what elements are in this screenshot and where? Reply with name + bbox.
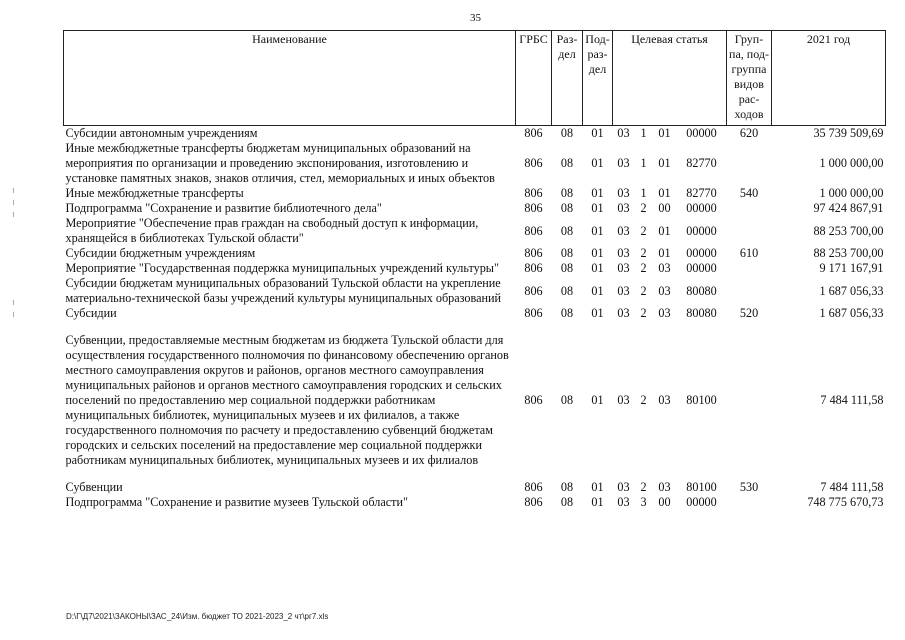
cell-sum: 88 253 700,00 [813,246,884,260]
cell-grbs: 806 [524,126,543,140]
cell-name: Субвенции [65,480,123,494]
cell-name: Подпрограмма "Сохранение и развитие музеев Тульской области" [65,495,409,509]
spacer-cell [64,470,886,480]
header-razdel: Раз-дел [552,31,583,126]
cell-razdel: 08 [560,156,574,170]
cell-grbs: 806 [524,306,543,320]
cell-podrazdel: 01 [591,186,604,200]
cell-name: Субсидии автономным учреждениям [65,126,258,140]
header-group: Груп-па, под-группа видов рас-ходов [727,31,772,126]
cell-t3: 01 [658,126,671,140]
cell-sum: 1 000 000,00 [819,186,884,200]
cell-t4: 00000 [686,126,717,140]
cell-razdel: 08 [560,201,574,215]
table-row [64,126,886,142]
table-row [64,306,886,321]
cell-grbs: 806 [524,223,543,238]
cell-razdel: 08 [560,393,574,407]
table-row [64,216,886,246]
row-spacer [64,470,886,480]
cell-grbs: 806 [524,201,543,215]
cell-podrazdel: 01 [591,306,604,320]
cell-t1: 03 [617,223,630,238]
cell-name: Мероприятие "Государственная поддержка муниципальных учреждений культуры" [65,261,499,275]
cell-grbs: 806 [524,480,543,494]
cell-group [727,495,772,510]
cell-t4: 00000 [686,495,717,509]
cell-t2: 2 [640,306,647,320]
cell-name: Субвенции, предоставляемые местным бюджетам из бюджета Тульской области для осуществления государственного полномочия по финансовому обеспечению органов местного самоуправления округов и районов, органов местного самоуправления муниципальных районов и органов местного самоуправления городских и сельских поселений по предоставлению мер социальной поддержки работникам муниципальных библиотек, муниципальных музеев и их филиалов, а также государственного полномочия по расчету и предоставлению субвенций бюджетам городских и сельских поселений на предоставление мер социальной поддержки работникам муниципальных библиотек, муниципальных музеев и их филиалов [65,333,509,467]
header-grbs: ГРБС [516,31,552,126]
cell-group: 620 [739,126,759,140]
cell-t2: 1 [640,126,647,140]
cell-group [727,331,772,470]
cell-sum: 748 775 670,73 [807,495,884,509]
cell-t1: 03 [617,283,630,298]
cell-name: Субсидии бюджетам муниципальных образований Тульской области на укрепление материально-технической базы учреждений культуры муниципальных образований [65,276,502,305]
cell-t3: 03 [658,283,671,298]
cell-t1: 03 [617,261,630,275]
cell-razdel: 08 [560,246,574,260]
cell-t2: 2 [640,480,647,494]
cell-t3: 01 [658,223,671,238]
margin-mark [13,200,14,205]
cell-podrazdel: 01 [591,393,604,407]
table-row [64,246,886,261]
cell-t2: 2 [640,223,647,238]
cell-t4: 80100 [686,393,717,407]
cell-t1: 03 [617,186,630,200]
cell-group [727,261,772,276]
cell-t3: 01 [658,246,671,260]
table-row [64,480,886,495]
file-path: D:\Г\Д7\2021\ЗАКОНЫ\ЗАС_24\Изм. бюджет ТО 2021-2023_2 чт\рг7.xls [66,612,329,621]
cell-t2: 1 [640,156,647,170]
cell-t4: 80080 [686,283,717,298]
cell-grbs: 806 [524,186,543,200]
cell-t2: 2 [640,283,647,298]
cell-podrazdel: 01 [591,126,604,140]
table-body [64,126,886,511]
table-row [64,261,886,276]
cell-name: Субсидии [65,306,117,320]
cell-podrazdel: 01 [591,283,604,298]
cell-t1: 03 [617,201,630,215]
cell-t1: 03 [617,306,630,320]
cell-razdel: 08 [560,261,574,275]
cell-razdel: 08 [560,126,574,140]
table-row [64,495,886,510]
cell-t4: 80080 [686,306,717,320]
table-row [64,276,886,306]
cell-t3: 01 [658,186,671,200]
margin-mark [13,212,14,217]
cell-sum: 7 484 111,58 [820,480,884,494]
cell-sum: 1 687 056,33 [819,283,884,298]
cell-t3: 03 [658,261,671,275]
table-row [64,186,886,201]
cell-podrazdel: 01 [591,201,604,215]
page-number: 35 [470,12,481,24]
header-target: Целевая статья [613,31,727,126]
cell-razdel: 08 [560,283,574,298]
margin-mark [13,188,14,193]
cell-t3: 00 [658,201,671,215]
cell-sum: 9 171 167,91 [819,261,884,275]
cell-t4: 00000 [686,246,717,260]
cell-group: 540 [739,186,759,200]
table-row [64,331,886,470]
cell-t1: 03 [617,156,630,170]
cell-grbs: 806 [524,283,543,298]
cell-podrazdel: 01 [591,246,604,260]
cell-t1: 03 [617,246,630,260]
cell-razdel: 08 [560,186,574,200]
header-name: Наименование [64,31,516,126]
cell-razdel: 08 [560,480,574,494]
margin-mark [13,300,14,305]
cell-sum: 35 739 509,69 [813,126,884,140]
cell-t2: 3 [640,495,647,509]
table-header [64,31,886,126]
cell-t3: 00 [658,495,671,509]
cell-t2: 1 [640,186,647,200]
cell-t1: 03 [617,126,630,140]
cell-podrazdel: 01 [591,156,604,170]
cell-t4: 82770 [686,186,717,200]
cell-name: Иные межбюджетные трансферты бюджетам муниципальных образований на мероприятия по организации и проведению экспонирования, изготовлению и установке памятных знаков, знаков отличия, стел, мемориальных и иных объектов [65,141,495,185]
cell-podrazdel: 01 [591,223,604,238]
spacer-cell [64,321,886,331]
cell-podrazdel: 01 [591,261,604,275]
cell-t4: 82770 [686,156,717,170]
cell-t2: 2 [640,261,647,275]
header-podrazdel: Под-раз-дел [583,31,613,126]
cell-t3: 01 [658,156,671,170]
cell-group [727,141,772,186]
cell-podrazdel: 01 [591,480,604,494]
cell-grbs: 806 [524,495,543,509]
cell-t1: 03 [617,480,630,494]
table-row [64,141,886,186]
margin-mark [13,312,14,317]
cell-sum: 88 253 700,00 [813,223,884,238]
cell-razdel: 08 [560,223,574,238]
cell-razdel: 08 [560,495,574,509]
budget-table [63,30,886,510]
cell-t3: 03 [658,306,671,320]
cell-t2: 2 [640,393,647,407]
cell-group [727,276,772,306]
cell-t4: 80100 [686,480,717,494]
cell-group: 610 [739,246,759,260]
cell-t4: 00000 [686,261,717,275]
cell-group: 530 [739,480,759,494]
cell-t1: 03 [617,393,630,407]
cell-group [727,216,772,246]
cell-name: Мероприятие "Обеспечение прав граждан на свободный доступ к информации, хранящейся в библиотеках Тульской области" [65,216,479,245]
cell-t3: 03 [658,393,671,407]
cell-grbs: 806 [524,246,543,260]
cell-podrazdel: 01 [591,495,604,509]
cell-group: 520 [739,306,759,320]
cell-grbs: 806 [524,393,543,407]
table-row [64,201,886,216]
cell-sum: 1 000 000,00 [819,156,884,170]
cell-t4: 00000 [686,201,717,215]
cell-group [727,201,772,216]
cell-grbs: 806 [524,261,543,275]
cell-t2: 2 [640,246,647,260]
cell-t4: 00000 [686,223,717,238]
cell-sum: 7 484 111,58 [820,393,884,407]
cell-name: Иные межбюджетные трансферты [65,186,244,200]
cell-sum: 1 687 056,33 [819,306,884,320]
header-year: 2021 год [772,31,886,126]
cell-razdel: 08 [560,306,574,320]
cell-t1: 03 [617,495,630,509]
cell-sum: 97 424 867,91 [813,201,884,215]
cell-name: Субсидии бюджетным учреждениям [65,246,256,260]
row-spacer [64,321,886,331]
cell-grbs: 806 [524,156,543,170]
cell-t3: 03 [658,480,671,494]
cell-name: Подпрограмма "Сохранение и развитие библиотечного дела" [65,201,382,215]
cell-t2: 2 [640,201,647,215]
